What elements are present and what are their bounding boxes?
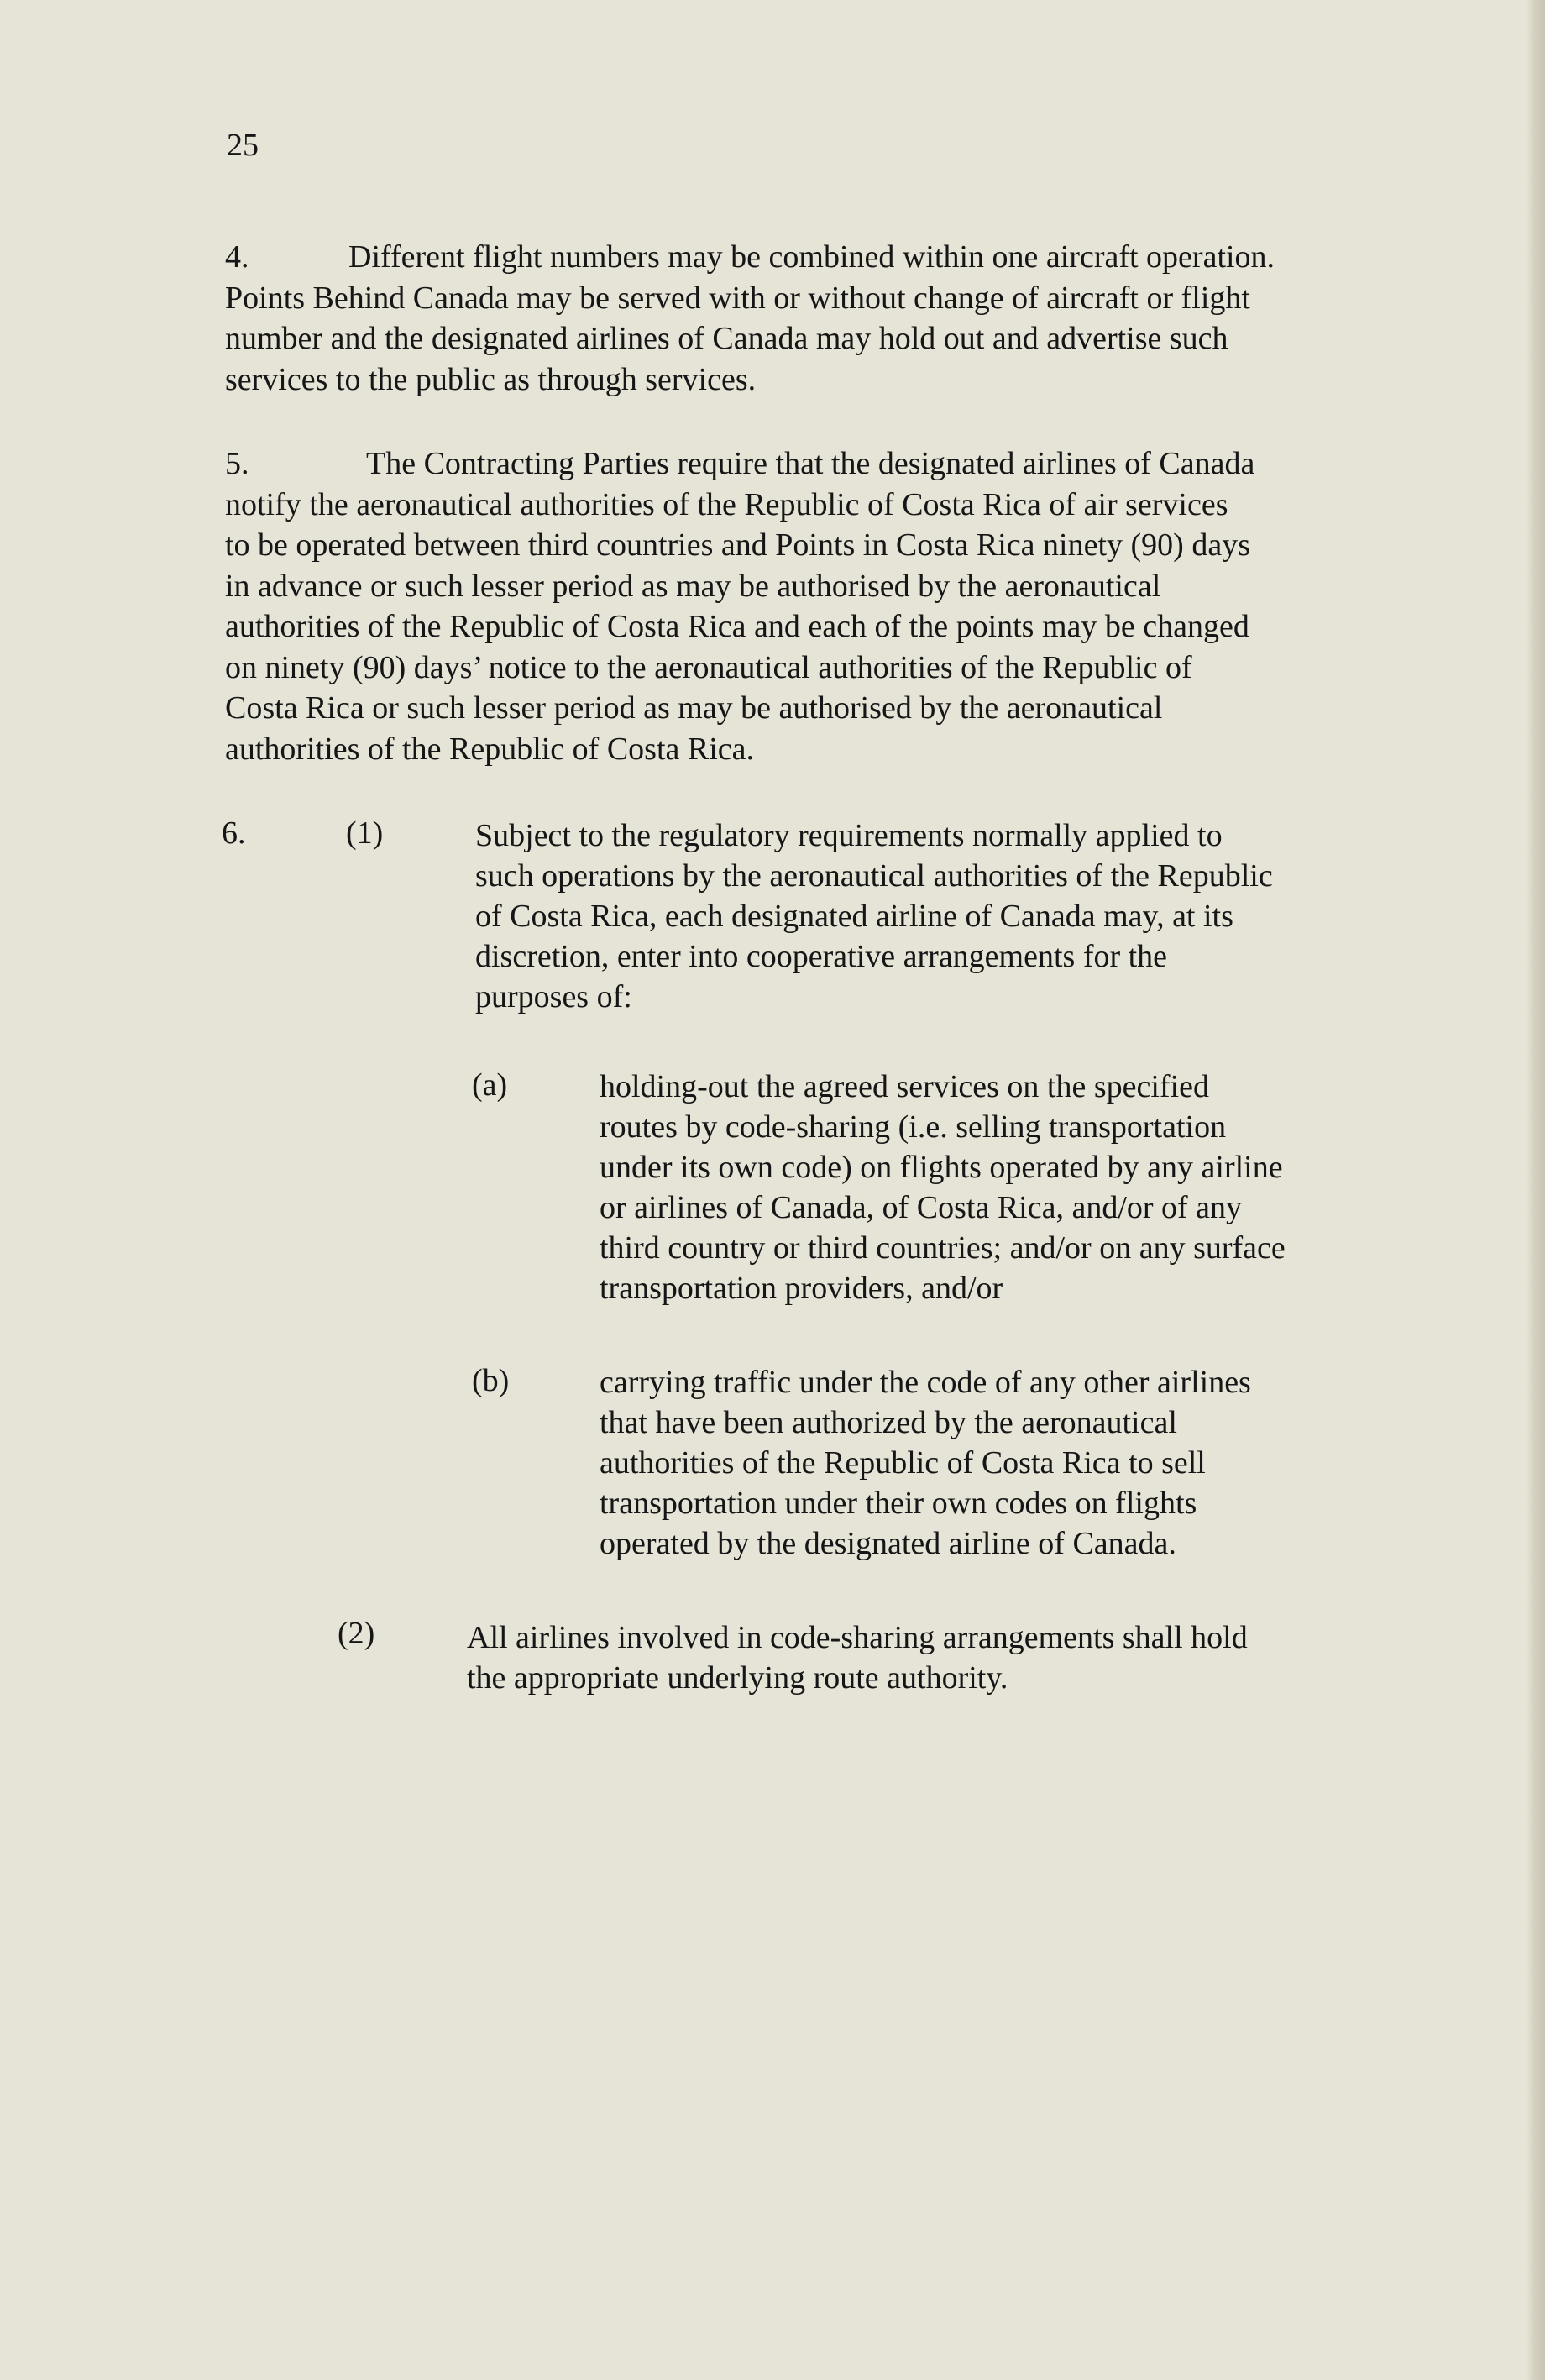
subparagraph-1-line: discretion, enter into cooperative arrangements for the <box>475 939 1168 974</box>
paragraph-4 <box>225 237 1275 400</box>
paragraph-5-line: to be operated between third countries and Points in Costa Rica ninety (90) days <box>225 527 1250 563</box>
item-a-text <box>600 1067 1286 1308</box>
item-b-line: authorities of the Republic of Costa Rica to sell <box>600 1445 1206 1481</box>
item-b-label: (b) <box>472 1363 510 1398</box>
subparagraph-1-line: Subject to the regulatory requirements normally applied to <box>475 818 1223 853</box>
page-number: 25 <box>227 128 259 163</box>
paragraph-5-line: authorities of the Republic of Costa Rica and each of the points may be changed <box>225 609 1249 644</box>
subparagraph-1-line: such operations by the aeronautical authorities of the Republic <box>475 858 1273 894</box>
subparagraph-2-text <box>467 1617 1248 1698</box>
paragraph-5-line-text: The Contracting Parties require that the designated airlines of Canada <box>366 446 1255 481</box>
subparagraph-2-line: the appropriate underlying route authority. <box>467 1660 1008 1696</box>
item-b-line: transportation under their own codes on flights <box>600 1486 1197 1521</box>
item-a-line: transportation providers, and/or <box>600 1271 1003 1306</box>
paragraph-4-line <box>225 237 1275 278</box>
paragraph-5-line: in advance or such lesser period as may be authorised by the aeronautical <box>225 568 1161 604</box>
paragraph-4-line: Points Behind Canada may be served with or without change of aircraft or flight <box>225 280 1250 316</box>
subparagraph-1-text <box>475 815 1273 1017</box>
item-a-line: routes by code-sharing (i.e. selling transportation <box>600 1109 1227 1145</box>
item-a-line: third country or third countries; and/or on any surface <box>600 1230 1286 1266</box>
item-b-line: operated by the designated airline of Canada. <box>600 1526 1176 1561</box>
paragraph-4-line: number and the designated airlines of Canada may hold out and advertise such <box>225 321 1228 356</box>
subparagraph-2-label: (2) <box>338 1616 375 1651</box>
item-a-line: or airlines of Canada, of Costa Rica, and/or of any <box>600 1190 1243 1225</box>
item-b-line: that have been authorized by the aeronautical <box>600 1405 1177 1440</box>
page-edge-shadow <box>1527 0 1545 2380</box>
item-b-line: carrying traffic under the code of any other airlines <box>600 1365 1251 1400</box>
subparagraph-1-line: purposes of: <box>475 979 632 1014</box>
paragraph-4-line: services to the public as through services. <box>225 361 757 397</box>
paragraph-5 <box>225 443 1254 769</box>
paragraph-4-number: 4. <box>225 239 249 275</box>
item-b-text <box>600 1362 1251 1564</box>
item-a-line: under its own code) on flights operated by any airline <box>600 1150 1283 1185</box>
paragraph-6-number: 6. <box>222 815 246 851</box>
subparagraph-1-label: (1) <box>346 815 384 851</box>
paragraph-5-line: on ninety (90) days’ notice to the aeronautical authorities of the Republic of <box>225 649 1192 685</box>
paragraph-5-number: 5. <box>225 446 249 481</box>
subparagraph-2-line: All airlines involved in code-sharing arrangements shall hold <box>467 1620 1248 1655</box>
subparagraph-1-line: of Costa Rica, each designated airline of Canada may, at its <box>475 899 1233 934</box>
item-a-line: holding-out the agreed services on the specified <box>600 1069 1209 1104</box>
paragraph-5-line: notify the aeronautical authorities of the Republic of Costa Rica of air services <box>225 486 1228 522</box>
paragraph-4-line-text: Different flight numbers may be combined within one aircraft operation. <box>348 239 1275 275</box>
paragraph-5-line: authorities of the Republic of Costa Rica. <box>225 731 755 767</box>
paragraph-5-line: Costa Rica or such lesser period as may be authorised by the aeronautical <box>225 690 1163 726</box>
item-a-label: (a) <box>472 1067 508 1103</box>
paragraph-5-line <box>225 443 1254 485</box>
